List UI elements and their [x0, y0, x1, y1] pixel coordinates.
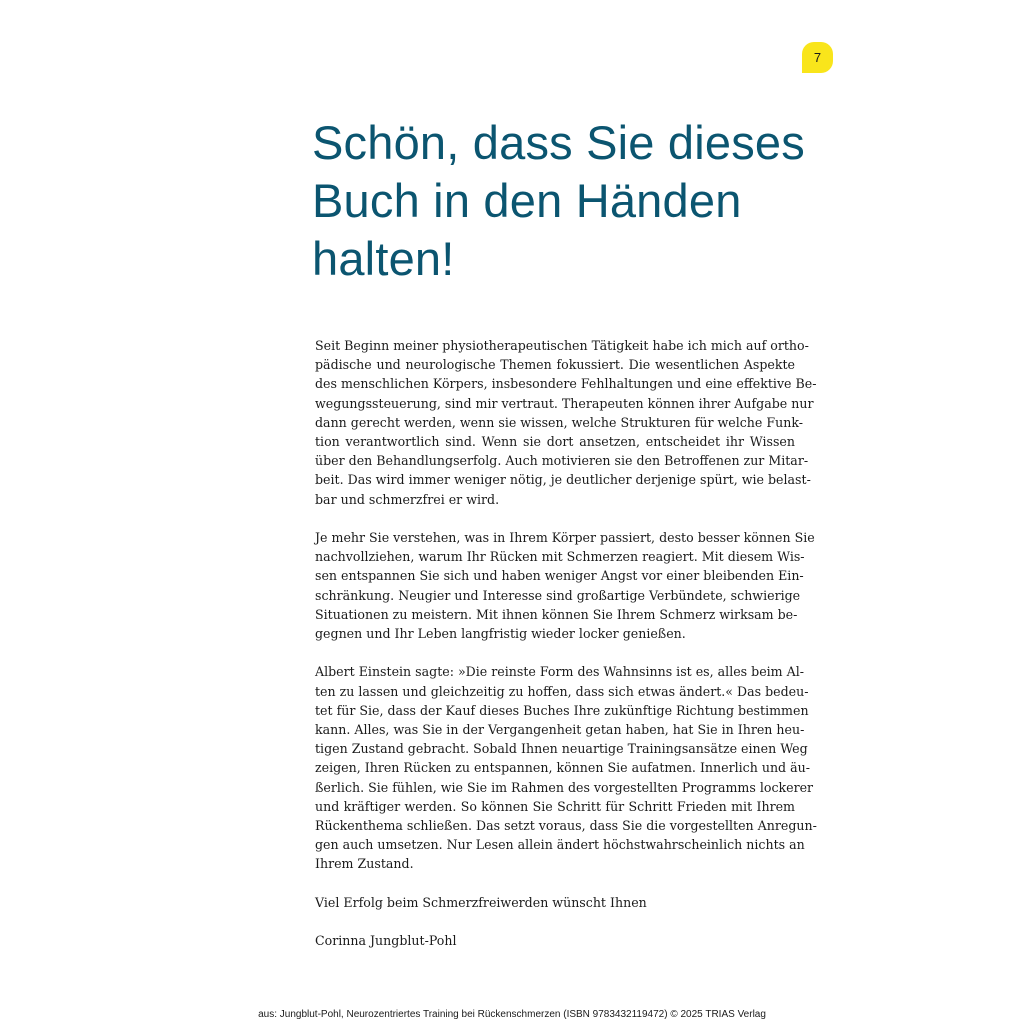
text-line: gegnen und Ihr Leben langfristig wieder locker genießen.: [315, 626, 686, 642]
text-line: Ihrem Zustand.: [315, 856, 414, 872]
text-line: schränkung. Neugier und Interesse sind großartige Verbündete, schwierige: [315, 587, 801, 603]
paragraph: [315, 893, 795, 912]
text-line: Viel Erfolg beim Schmerzfreiwerden wünscht Ihnen: [315, 894, 647, 910]
text-line: dann gerecht werden, wenn sie wissen, welche Strukturen für welche Funk-: [315, 414, 803, 430]
paragraph: [315, 336, 817, 509]
text-line: über den Behandlungserfolg. Auch motivieren sie den Betroffenen zur Mitar-: [315, 453, 809, 469]
text-line: wegungssteuerung, sind mir vertraut. Therapeuten können ihrer Aufgabe nur: [315, 395, 814, 411]
text-line: tigen Zustand gebracht. Sobald Ihnen neuartige Trainingsansätze einen Weg: [315, 741, 808, 757]
text-line: nachvollziehen, warum Ihr Rücken mit Schmerzen reagiert. Mit diesem Wis-: [315, 549, 805, 565]
footer-citation: aus: Jungblut-Pohl, Neurozentriertes Training bei Rückenschmerzen (ISBN 9783432119472) © 2025 TRIAS Verlag: [258, 1009, 766, 1020]
text-line: kann. Alles, was Sie in der Vergangenheit getan haben, hat Sie in Ihren heu-: [315, 722, 805, 738]
text-line: und kräftiger werden. So können Sie Schritt für Schritt Frieden mit Ihrem: [315, 798, 795, 814]
page-number-badge: [802, 42, 833, 73]
text-line: Seit Beginn meiner physiotherapeutischen Tätigkeit habe ich mich auf ortho-: [315, 338, 809, 353]
text-line: ßerlich. Sie fühlen, wie Sie im Rahmen des vorgestellten Programms lockerer: [315, 779, 814, 795]
text-line: tion verantwortlich sind. Wenn sie dort ansetzen, entscheidet ihr Wissen: [315, 434, 795, 450]
paragraph: [315, 931, 795, 950]
text-line: zeigen, Ihren Rücken zu entspannen, können Sie aufatmen. Innerlich und äu-: [315, 760, 810, 776]
text-line: tet für Sie, dass der Kauf dieses Buches Ihre zukünftige Richtung bestimmen: [315, 702, 809, 718]
text-line: ten zu lassen und gleichzeitig zu hoffen, dass sich etwas ändert.« Das bedeu-: [315, 683, 809, 699]
body-text: [315, 336, 817, 970]
text-line: pädische und neurologische Themen fokussiert. Die wesentlichen Aspekte: [315, 357, 795, 373]
paragraph: [315, 662, 817, 873]
text-line: gen auch umsetzen. Nur Lesen allein ändert höchstwahrscheinlich nichts an: [315, 837, 805, 853]
text-line: Je mehr Sie verstehen, was in Ihrem Körper passiert, desto besser können Sie: [315, 530, 815, 546]
text-line: bar und schmerzfrei er wird.: [315, 491, 500, 507]
text-line: Rückenthema schließen. Das setzt voraus, dass Sie die vorgestellten Anregun-: [315, 818, 817, 834]
text-line: sen entspannen Sie sich und haben weniger Angst vor einer bleibenden Ein-: [315, 568, 804, 584]
page-title: Schön, dass Sie dieses Buch in den Händen halten!: [312, 116, 805, 285]
page-number: 7: [813, 50, 822, 65]
text-line: Corinna Jungblut-Pohl: [315, 933, 457, 949]
text-line: Situationen zu meistern. Mit ihnen können Sie Ihrem Schmerz wirksam be-: [315, 606, 798, 622]
paragraph: [315, 528, 815, 643]
text-line: des menschlichen Körpers, insbesondere Fehlhaltungen und eine effektive Be-: [315, 376, 817, 392]
text-line: Albert Einstein sagte: »Die reinste Form des Wahnsinns ist es, alles beim Al-: [315, 664, 805, 680]
text-line: beit. Das wird immer weniger nötig, je deutlicher derjenige spürt, wie belast-: [315, 472, 811, 488]
